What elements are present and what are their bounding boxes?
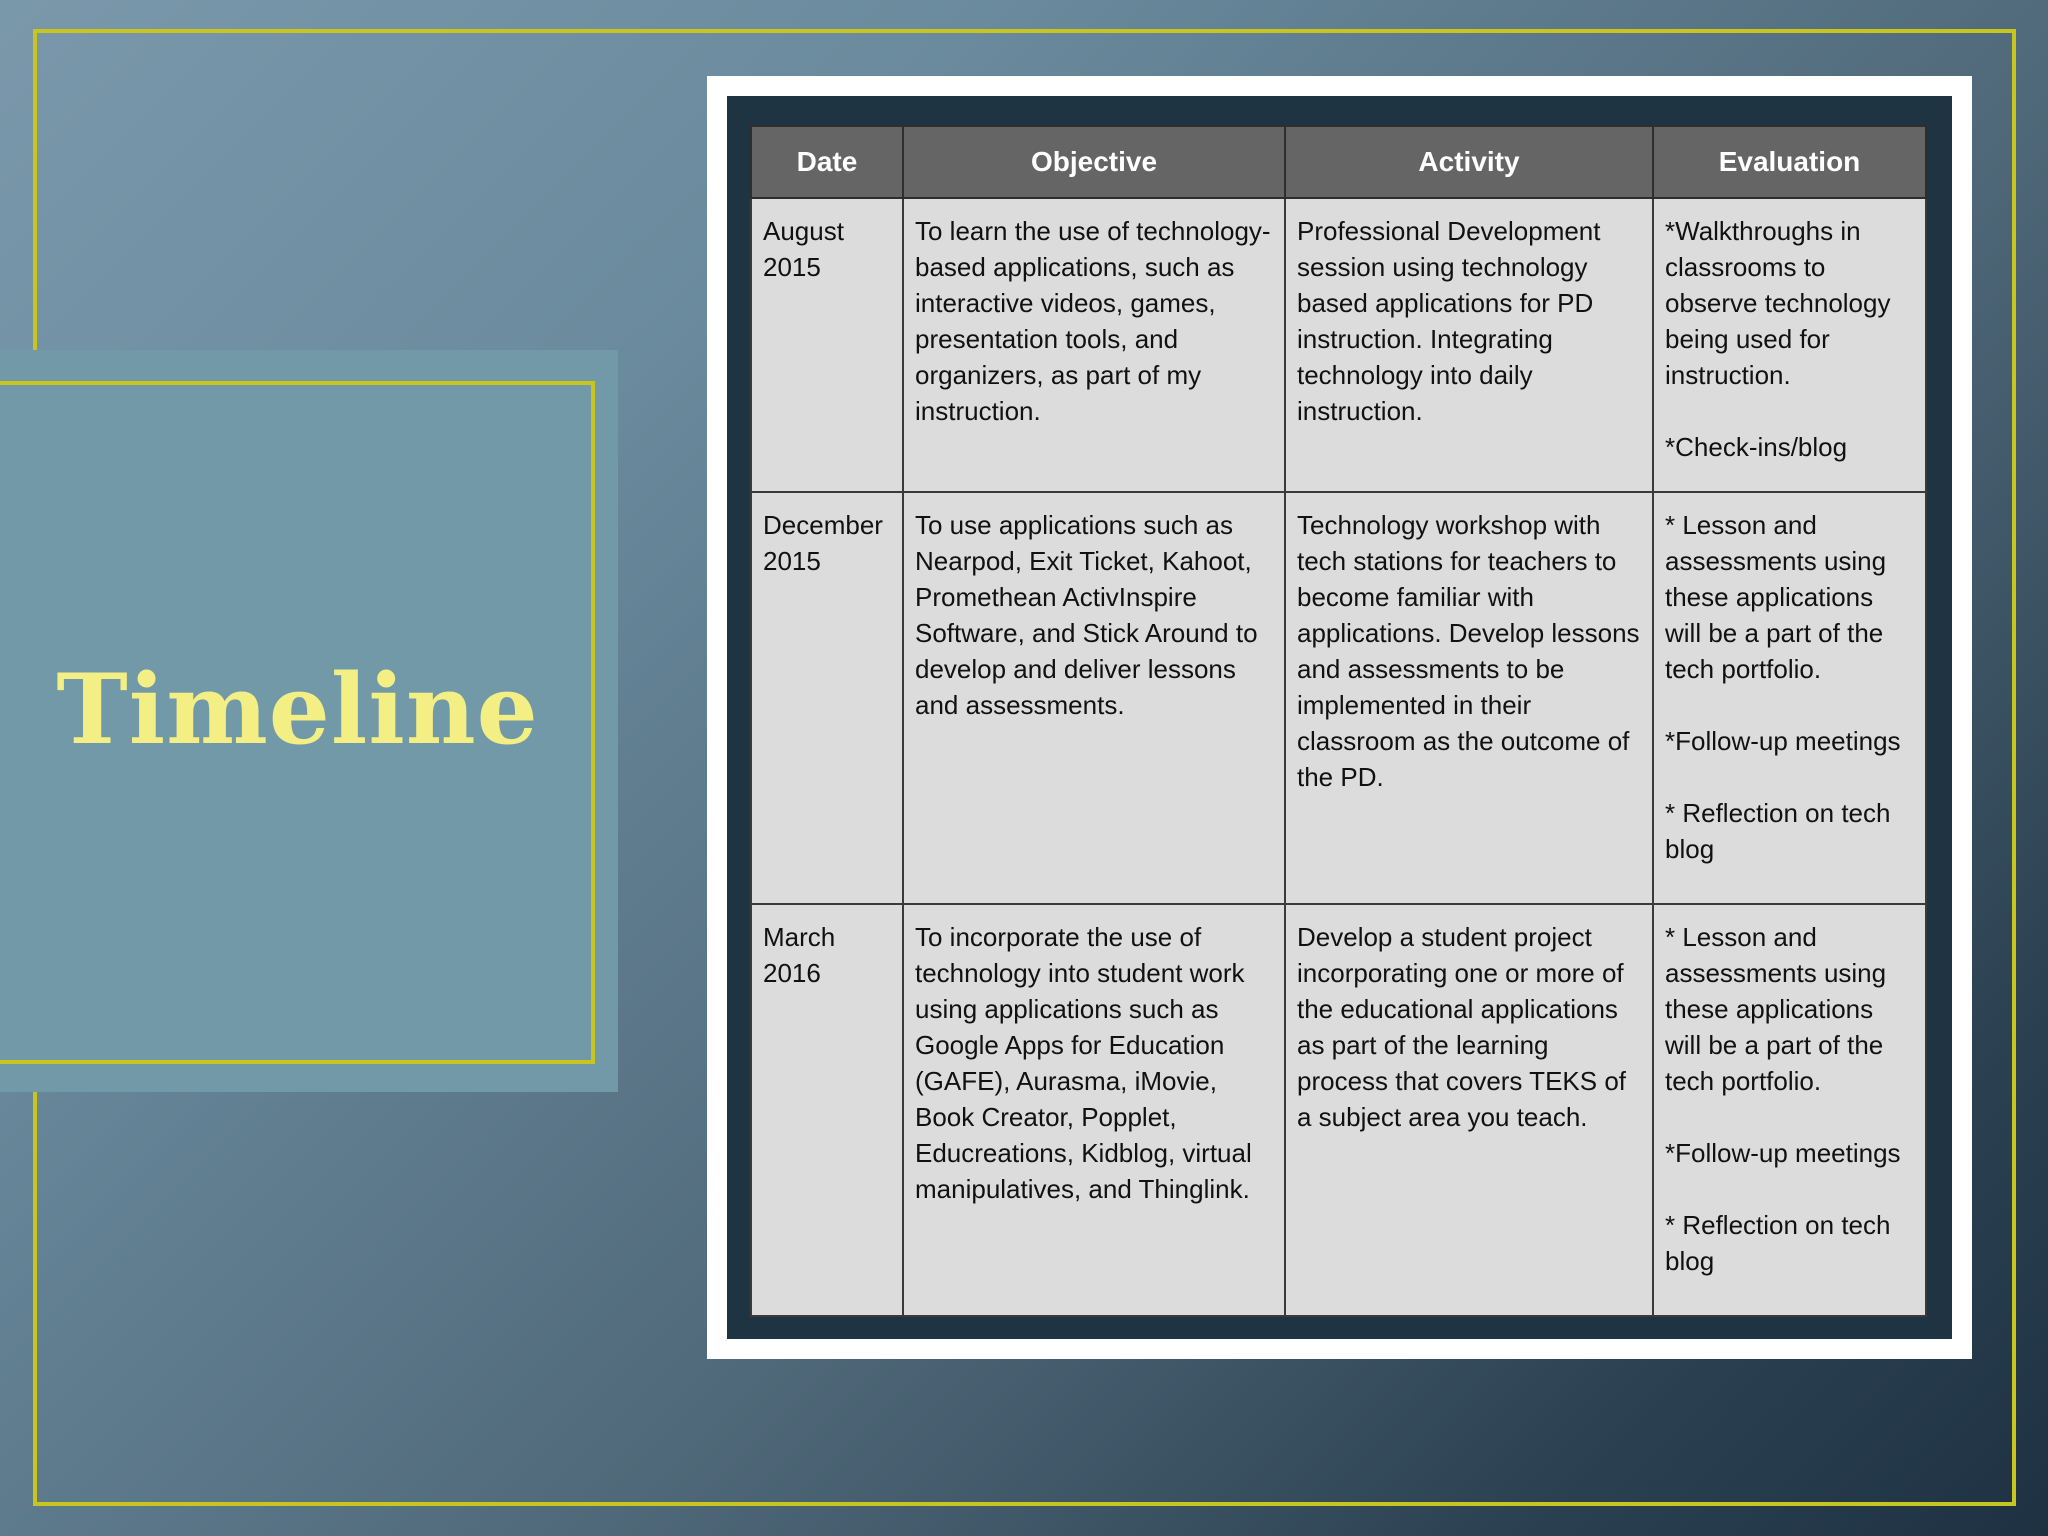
table-row <box>751 904 1926 1316</box>
evaluation-cell <box>1653 492 1926 904</box>
objective-cell <box>903 904 1285 1316</box>
activity-cell <box>1285 904 1653 1316</box>
table-card <box>707 76 1972 1359</box>
date-text: March 2016 <box>763 922 836 988</box>
date-cell <box>751 492 903 904</box>
table-header-row <box>751 126 1926 198</box>
objective-text: To learn the use of technology-based applications, such as interactive videos, games, presentation tools, and organizers, as part of my instruction. <box>915 216 1271 426</box>
header-objective: Objective <box>903 126 1285 198</box>
header-date: Date <box>751 126 903 198</box>
evaluation-cell <box>1653 198 1926 492</box>
header-activity: Activity <box>1285 126 1653 198</box>
activity-text: Develop a student project incorporating one or more of the educational applications as part of the learning process that covers TEKS of a subject area you teach. <box>1297 922 1634 1132</box>
table-row <box>751 492 1926 904</box>
date-cell <box>751 198 903 492</box>
slide-title: Timeline <box>56 653 539 766</box>
evaluation-cell <box>1653 904 1926 1316</box>
date-text: August 2015 <box>763 216 844 282</box>
objective-text: To incorporate the use of technology into student work using applications such as Google Apps for Education (GAFE), Aurasma, iMovie, Book Creator, Popplet, Educreations, Kidblog, virtual manipulatives, and Thinglink. <box>915 922 1259 1204</box>
evaluation-text: *Walkthroughs in classrooms to observe technology being used for instruction. *Check-ins/blog <box>1665 216 1891 462</box>
header-evaluation: Evaluation <box>1653 126 1926 198</box>
objective-cell <box>903 198 1285 492</box>
date-cell <box>751 904 903 1316</box>
timeline-table <box>750 125 1927 1317</box>
activity-text: Technology workshop with tech stations for teachers to become familiar with applications. Develop lessons and assessments to be implemented in their classroom as the outcome of the PD. <box>1297 510 1647 792</box>
evaluation-text: * Lesson and assessments using these applications will be a part of the tech portfolio. *Follow-up meetings * Reflection on tech blog <box>1665 510 1901 864</box>
activity-cell <box>1285 492 1653 904</box>
objective-cell <box>903 492 1285 904</box>
objective-text: To use applications such as Nearpod, Exit Ticket, Kahoot, Promethean ActivInspire Software, and Stick Around to develop and deliver lessons and assessments. <box>915 510 1265 720</box>
evaluation-text: * Lesson and assessments using these applications will be a part of the tech portfolio. *Follow-up meetings * Reflection on tech blog <box>1665 922 1901 1276</box>
activity-text: Professional Development session using technology based applications for PD instruction. Integrating technology into daily instruction. <box>1297 216 1608 426</box>
date-text: December 2015 <box>763 510 883 576</box>
activity-cell <box>1285 198 1653 492</box>
table-row <box>751 198 1926 492</box>
table-dark-border <box>727 96 1952 1339</box>
